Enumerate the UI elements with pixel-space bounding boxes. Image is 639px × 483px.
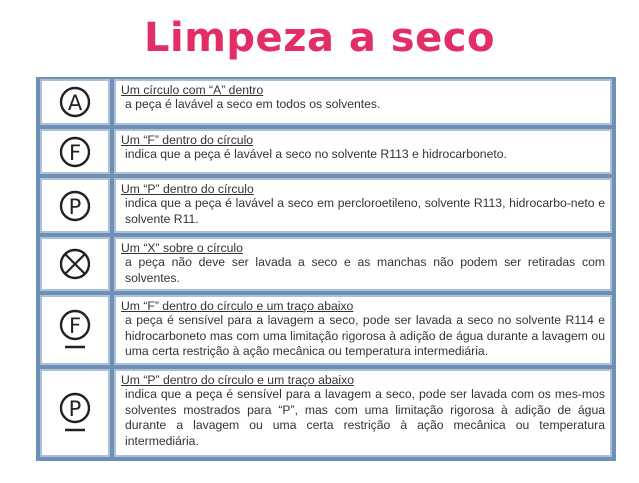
symbol-cell	[40, 237, 110, 291]
table-row	[38, 129, 614, 174]
care-symbols-table	[36, 77, 616, 461]
svg-text:A: A	[67, 91, 83, 115]
row-heading: Um “P” dentro do círculo e um traço abaixo	[121, 373, 355, 387]
row-heading: Um “F” dentro do círculo e um traço abaixo	[121, 299, 354, 313]
circle-p-icon	[58, 189, 92, 223]
row-description: a peça é sensível para a lavagem a seco, pode ser lavada a seco no solvente R114 e hidrocarboneto mas com uma limitação rigorosa à adição de água durante a lavagem ou uma certa restrição à ação mecânica ou temperatura intermediária.	[125, 313, 605, 358]
svg-text:P: P	[68, 194, 82, 219]
symbol-cell	[40, 129, 110, 174]
description-cell	[114, 178, 612, 233]
description-cell	[114, 79, 612, 125]
description-cell	[114, 369, 612, 457]
svg-text:F: F	[68, 140, 82, 165]
row-description: indica que a peça é sensível para a lavagem a seco, pode ser lavada com os mes-mos solventes mostrados para “P”, mas com uma limitação rigorosa à adição de água durante a lavagem ou uma certa restrição à ação mecânica ou temperatura intermediária.	[125, 387, 605, 448]
description-cell	[114, 129, 612, 174]
row-description: indica que a peça é lavável a seco em percloroetileno, solvente R113, hidrocarbo-neto e solvente R11.	[125, 196, 605, 226]
symbol-cell	[40, 178, 110, 233]
table-row	[38, 178, 614, 233]
symbol-cell	[40, 369, 110, 457]
row-description: a peça não deve ser lavada a seco e as manchas não podem ser retiradas com solventes.	[125, 255, 605, 285]
table-row	[38, 295, 614, 365]
symbol-cell	[40, 295, 110, 365]
row-description: indica que a peça é lavável a seco no solvente R113 e hidrocarboneto.	[125, 147, 507, 161]
crossed-circle-icon	[58, 247, 92, 281]
table-row	[38, 79, 614, 125]
row-description: a peça é lavável a seco em todos os solventes.	[125, 97, 381, 111]
circle-p-underline-icon	[58, 391, 92, 435]
symbol-cell	[40, 79, 110, 125]
circle-f-icon	[58, 135, 92, 169]
description-cell	[114, 295, 612, 365]
svg-text:F: F	[68, 314, 82, 338]
page-title: Limpeza a seco	[144, 15, 495, 61]
row-heading: Um círculo com “A” dentro	[121, 83, 264, 97]
row-heading: Um “P” dentro do círculo	[121, 182, 254, 196]
table-row	[38, 237, 614, 291]
circle-f-underline-icon	[58, 308, 92, 352]
description-cell	[114, 237, 612, 291]
row-heading: Um “F” dentro do círculo	[121, 133, 254, 147]
svg-text:P: P	[68, 397, 82, 421]
circle-a-icon	[58, 85, 92, 119]
table-row	[38, 369, 614, 457]
row-heading: Um “X” sobre o círculo	[121, 241, 243, 255]
